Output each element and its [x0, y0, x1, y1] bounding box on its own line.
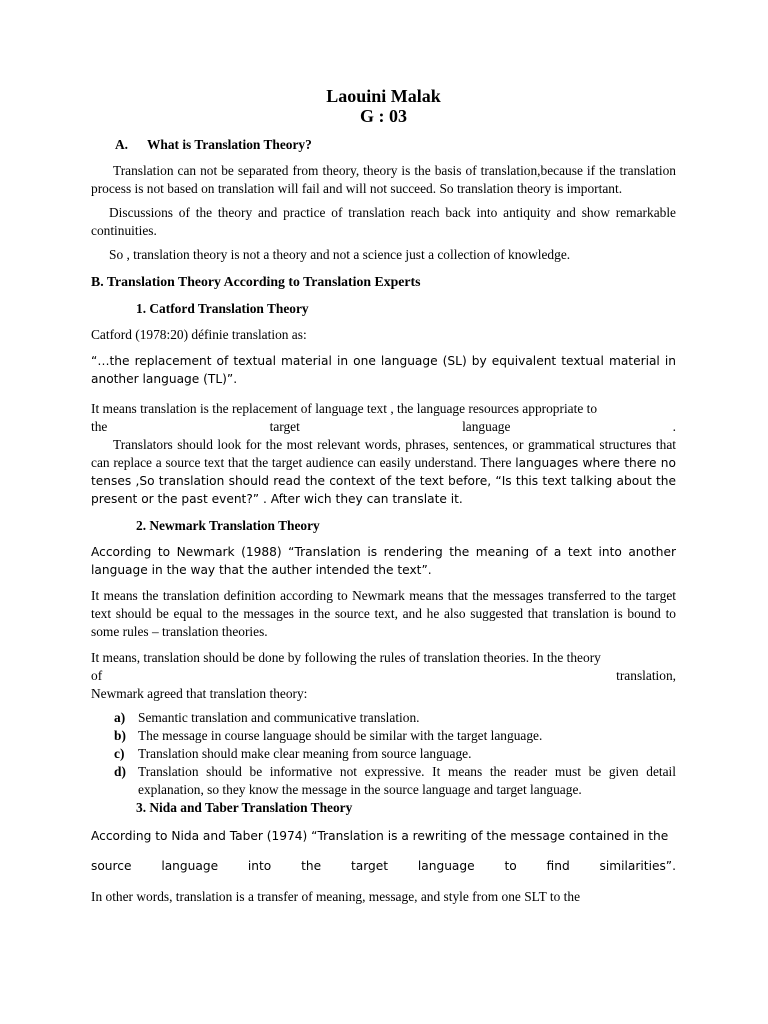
newmark-paragraph-1	[91, 543, 676, 579]
list-item-marker: d)	[114, 764, 126, 780]
newmark-paragraph-3	[91, 649, 676, 703]
nida-taber-line-3: In other words, translation is a transfer of meaning, message, and style from one SLT to the	[91, 888, 581, 904]
catford-paragraph-2	[91, 436, 676, 508]
list-item-marker: c)	[114, 746, 125, 762]
document-page	[91, 86, 676, 906]
catford-heading: 1. Catford Translation Theory	[136, 301, 309, 316]
author-name: Laouini Malak	[326, 86, 441, 106]
list-item-text: Semantic translation and communicative translation.	[138, 710, 420, 726]
catford-paragraph-2-part-b: languages where there no tenses ,So translation should read the context of the text before, “Is this text talking about the present or the past event?” . After wich they can translate it.	[91, 456, 676, 507]
list-item-marker: a)	[114, 710, 126, 726]
section-a-paragraph-1: Translation can not be separated from theory, theory is the basis of translation,because if the translation process is not based on translation will fail and will not succeed. So translation theory is important.	[91, 163, 676, 196]
list-item-marker: b)	[114, 728, 126, 744]
catford-paragraph-1-line-1: It means translation is the replacement of language text , the language resources appropriate to	[91, 401, 598, 417]
nida-taber-line-2: source language into the target language to find similarities”.	[91, 859, 676, 874]
list-item	[114, 709, 676, 727]
section-a-paragraph-3: So , translation theory is not a theory and not a science just a collection of knowledge.	[109, 247, 571, 262]
nida-taber-heading: 3. Nida and Taber Translation Theory	[136, 800, 353, 816]
list-item-text: Translation should be informative not expressive. It means the reader must be given detail explanation, so they know the message in the source language and target language.	[138, 764, 676, 798]
newmark-paragraph-2: It means the translation definition according to Newmark means that the messages transferred to the target text should be equal to the messages in the source text, and he also suggested that translation is bound to some rules – translation theories.	[91, 588, 676, 640]
catford-quote: “…the replacement of textual material in one language (SL) by equivalent textual material in another language (TL)”.	[91, 354, 676, 386]
list-item-text: Translation should make clear meaning from source language.	[138, 746, 472, 762]
section-b-heading: B. Translation Theory According to Translation Experts	[91, 274, 421, 289]
section-a-heading	[91, 136, 676, 154]
newmark-theory-list	[91, 709, 676, 799]
section-a-number: A.	[115, 137, 129, 152]
catford-paragraph-1	[91, 400, 676, 436]
catford-intro: Catford (1978:20) définie translation as:	[91, 327, 307, 342]
newmark-heading: 2. Newmark Translation Theory	[136, 518, 320, 534]
newmark-paragraph-3-line-3: Newmark agreed that translation theory:	[91, 686, 308, 702]
list-item	[114, 727, 676, 745]
newmark-paragraph-3-line-1: It means, translation should be done by following the rules of translation theories. In the theory	[91, 650, 601, 666]
list-item	[114, 763, 676, 799]
section-a-title: What is Translation Theory?	[147, 137, 312, 152]
group-label: G : 03	[360, 106, 407, 126]
list-item	[114, 745, 676, 763]
newmark-paragraph-3-line-2: of translation,	[91, 668, 676, 684]
list-item-text: The message in course language should be similar with the target language.	[138, 728, 543, 744]
catford-paragraph-1-line-2: the target language .	[91, 419, 676, 435]
catford-paragraph-2-part-a: Translators should look for the most relevant words, phrases, sentences, or grammatical structures that can replace a source text that the target audience can easily understand. There	[91, 437, 676, 471]
nida-taber-line-1: According to Nida and Taber (1974) “Translation is a rewriting of the message contained in the	[91, 829, 669, 844]
document-header	[91, 86, 676, 126]
newmark-quote-part-b: language in the way that the auther intended the text”.	[91, 563, 432, 578]
nida-taber-paragraph	[91, 827, 676, 905]
section-a-paragraph-2: Discussions of the theory and practice of translation reach back into antiquity and show remarkable continuities.	[91, 205, 676, 238]
newmark-quote-part-a: According to Newmark (1988) “Translation is rendering the meaning of a text into another	[91, 545, 676, 560]
